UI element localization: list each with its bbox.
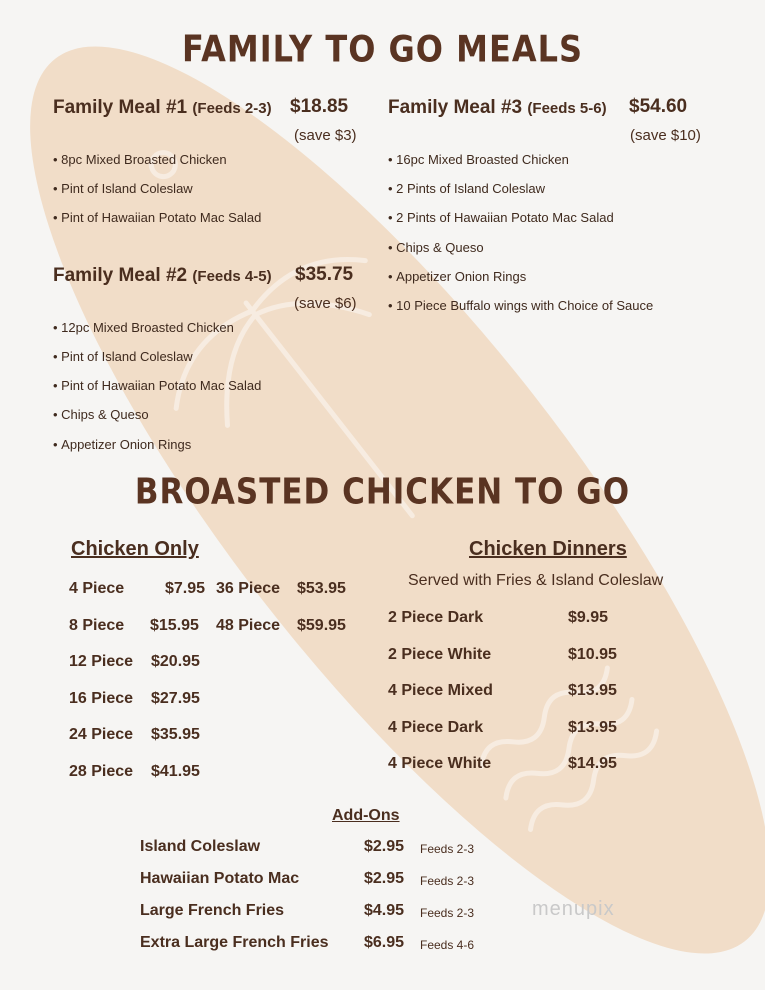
meal-feeds-text: (Feeds 4-5) [192, 268, 272, 285]
meal-name-text: Family Meal #2 [53, 265, 188, 286]
list-item: • Chips & Queso [388, 240, 484, 255]
list-item: • Pint of Hawaiian Potato Mac Salad [53, 210, 261, 225]
meal-feeds-text: (Feeds 2-3) [192, 100, 272, 117]
table-row-price: $27.95 [151, 690, 200, 707]
table-row-feeds: Feeds 2-3 [420, 874, 475, 888]
family-meal-1-name [53, 97, 272, 119]
table-row-label: 4 Piece [69, 580, 125, 597]
table-row-price: $2.95 [364, 838, 405, 855]
meal-feeds-text: (Feeds 5-6) [527, 100, 607, 117]
table-row-price: $59.95 [297, 617, 346, 634]
table-row-feeds: Feeds 2-3 [420, 906, 475, 920]
table-row-label: 4 Piece Mixed [388, 682, 493, 699]
table-row-label: 48 Piece [216, 617, 281, 634]
family-meal-1-price: $18.85 [290, 96, 349, 117]
list-item: • Appetizer Onion Rings [53, 437, 191, 452]
chicken-only-heading: Chicken Only [71, 538, 199, 560]
table-row-label: Island Coleslaw [140, 838, 261, 855]
table-row-feeds: Feeds 4-6 [420, 938, 475, 952]
table-row-price: $13.95 [568, 719, 617, 736]
table-row-label: 12 Piece [69, 653, 134, 670]
table-row-price: $4.95 [364, 902, 405, 919]
family-meal-1-save: (save $3) [294, 127, 357, 144]
table-row-price: $20.95 [151, 653, 200, 670]
table-row-price: $53.95 [297, 580, 346, 597]
table-row-label: Large French Fries [140, 902, 285, 919]
table-row-price: $2.95 [364, 870, 405, 887]
broasted-chicken-title: BROASTED CHICKEN TO GO [134, 471, 631, 513]
list-item: • 16pc Mixed Broasted Chicken [388, 152, 569, 167]
table-row-price: $41.95 [151, 763, 200, 780]
family-meal-2-name [53, 265, 272, 287]
table-row-label: Hawaiian Potato Mac [140, 870, 300, 887]
add-ons-heading: Add-Ons [332, 807, 400, 824]
table-row-label: 4 Piece Dark [388, 719, 484, 736]
list-item: • Pint of Hawaiian Potato Mac Salad [53, 378, 261, 393]
meal-name-text: Family Meal #1 [53, 97, 188, 118]
family-meal-3-name [388, 97, 607, 119]
table-row-price: $15.95 [150, 617, 199, 634]
family-meal-3-save: (save $10) [630, 127, 701, 144]
table-row-price: $7.95 [164, 580, 205, 597]
table-row-label: 28 Piece [69, 763, 134, 780]
table-row-label: Extra Large French Fries [140, 934, 329, 951]
table-row-label: 8 Piece [69, 617, 125, 634]
list-item: • Pint of Island Coleslaw [53, 181, 193, 196]
family-meals-title: FAMILY TO GO MEALS [181, 27, 584, 71]
list-item: • 8pc Mixed Broasted Chicken [53, 152, 227, 167]
meal-name-text: Family Meal #3 [388, 97, 523, 118]
table-row-price: $14.95 [568, 755, 617, 772]
table-row-label: 24 Piece [69, 726, 134, 743]
table-row-label: 2 Piece White [388, 646, 492, 663]
table-row-price: $9.95 [568, 609, 609, 626]
list-item: • 2 Pints of Hawaiian Potato Mac Salad [388, 210, 614, 225]
table-row-price: $6.95 [364, 934, 405, 951]
table-row-price: $13.95 [568, 682, 617, 699]
list-item: • Chips & Queso [53, 407, 149, 422]
list-item: • Pint of Island Coleslaw [53, 349, 193, 364]
list-item: • Appetizer Onion Rings [388, 269, 526, 284]
table-row-label: 36 Piece [216, 580, 281, 597]
served-with-note: Served with Fries & Island Coleslaw [408, 572, 664, 589]
table-row-price: $10.95 [568, 646, 617, 663]
list-item: • 2 Pints of Island Coleslaw [388, 181, 545, 196]
table-row-label: 4 Piece White [388, 755, 492, 772]
family-meal-3-price: $54.60 [629, 96, 688, 117]
table-row-price: $35.95 [151, 726, 200, 743]
list-item: • 12pc Mixed Broasted Chicken [53, 320, 234, 335]
family-meal-2-price: $35.75 [295, 264, 354, 285]
table-row-label: 2 Piece Dark [388, 609, 484, 626]
table-row-label: 16 Piece [69, 690, 134, 707]
menupix-watermark: menupix [532, 898, 615, 920]
table-row-feeds: Feeds 2-3 [420, 842, 475, 856]
family-meal-2-save: (save $6) [294, 295, 357, 312]
list-item: • 10 Piece Buffalo wings with Choice of Sauce [388, 298, 653, 313]
chicken-dinners-heading: Chicken Dinners [469, 538, 627, 560]
